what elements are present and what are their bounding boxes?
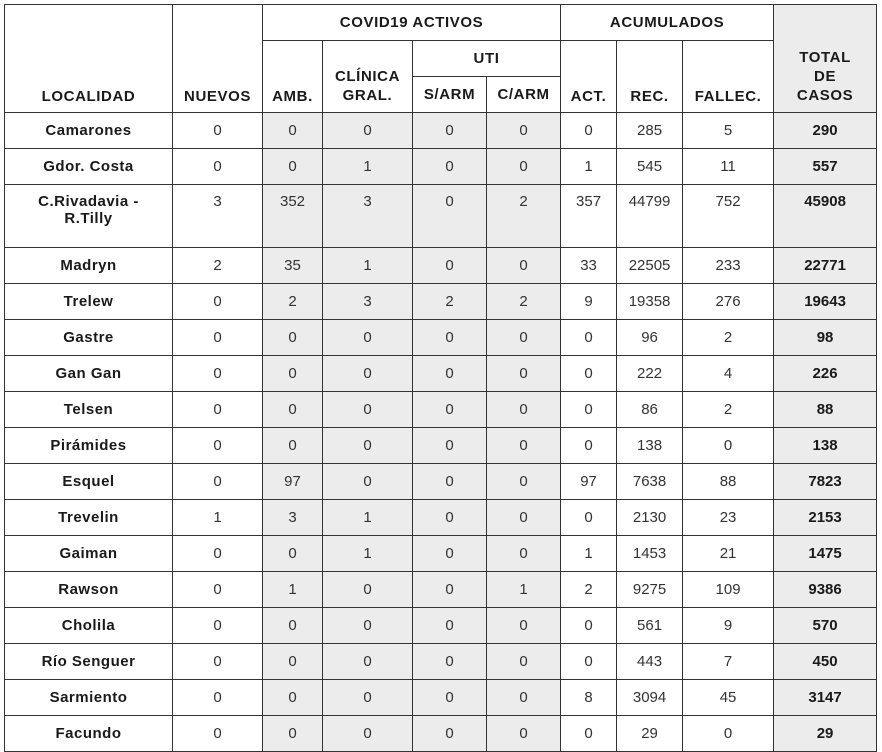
cell-amb: 352 [263, 185, 323, 248]
cell-total: 7823 [774, 464, 877, 500]
cell-act: 2 [561, 572, 617, 608]
header-clinica-line1: CLÍNICA [334, 68, 401, 85]
cell-sarm: 0 [413, 392, 487, 428]
cell-carm: 0 [487, 680, 561, 716]
cell-carm: 2 [487, 284, 561, 320]
cell-sarm: 0 [413, 113, 487, 149]
cell-fallec: 88 [683, 464, 774, 500]
cell-act: 0 [561, 644, 617, 680]
cell-clinica: 0 [323, 320, 413, 356]
cell-rec: 86 [617, 392, 683, 428]
cell-sarm: 0 [413, 500, 487, 536]
cell-clinica: 1 [323, 149, 413, 185]
cell-act: 357 [561, 185, 617, 248]
header-act: ACT. [561, 41, 617, 113]
cell-amb: 0 [263, 608, 323, 644]
cell-nuevos: 0 [173, 572, 263, 608]
table-row [5, 356, 877, 392]
header-total-line3: CASOS [796, 87, 854, 104]
cell-total: 226 [774, 356, 877, 392]
cell-total: 45908 [774, 185, 877, 248]
cell-fallec: 11 [683, 149, 774, 185]
cell-nuevos: 0 [173, 284, 263, 320]
cell-fallec: 5 [683, 113, 774, 149]
header-carm: C/ARM [487, 77, 561, 113]
table-row [5, 113, 877, 149]
cell-act: 1 [561, 536, 617, 572]
cell-total: 22771 [774, 248, 877, 284]
cell-act: 0 [561, 428, 617, 464]
cell-act: 97 [561, 464, 617, 500]
header-uti: UTI [413, 41, 561, 77]
cell-amb: 0 [263, 320, 323, 356]
cell-rec: 2130 [617, 500, 683, 536]
cell-act: 0 [561, 113, 617, 149]
cell-localidad: Facundo [5, 716, 173, 752]
cell-clinica: 0 [323, 464, 413, 500]
cell-carm: 0 [487, 608, 561, 644]
cell-sarm: 0 [413, 572, 487, 608]
cell-sarm: 0 [413, 680, 487, 716]
cell-amb: 3 [263, 500, 323, 536]
header-covid-activos: COVID19 ACTIVOS [263, 5, 561, 41]
cell-nuevos: 0 [173, 392, 263, 428]
cell-fallec: 23 [683, 500, 774, 536]
cell-sarm: 0 [413, 644, 487, 680]
cell-sarm: 0 [413, 608, 487, 644]
header-acumulados: ACUMULADOS [561, 5, 774, 41]
cell-carm: 0 [487, 428, 561, 464]
cell-fallec: 0 [683, 716, 774, 752]
cell-act: 0 [561, 716, 617, 752]
cell-total: 557 [774, 149, 877, 185]
cell-amb: 0 [263, 644, 323, 680]
cell-total: 98 [774, 320, 877, 356]
table-row [5, 428, 877, 464]
header-rec: REC. [617, 41, 683, 113]
cell-carm: 0 [487, 392, 561, 428]
table-row [5, 716, 877, 752]
table-row [5, 536, 877, 572]
table-row [5, 608, 877, 644]
table-row [5, 572, 877, 608]
cell-clinica: 0 [323, 356, 413, 392]
header-fallec: FALLEC. [683, 41, 774, 113]
cell-localidad: Trelew [5, 284, 173, 320]
cell-act: 1 [561, 149, 617, 185]
table-row [5, 680, 877, 716]
cell-act: 0 [561, 392, 617, 428]
cell-amb: 0 [263, 149, 323, 185]
cell-clinica: 0 [323, 608, 413, 644]
cell-clinica: 0 [323, 572, 413, 608]
cell-carm: 0 [487, 536, 561, 572]
cell-clinica: 0 [323, 716, 413, 752]
cell-carm: 0 [487, 149, 561, 185]
cell-fallec: 2 [683, 392, 774, 428]
cell-amb: 0 [263, 392, 323, 428]
cell-clinica: 1 [323, 500, 413, 536]
cell-carm: 0 [487, 356, 561, 392]
cell-total: 138 [774, 428, 877, 464]
header-clinica [323, 41, 413, 113]
cell-amb: 0 [263, 716, 323, 752]
cell-clinica: 0 [323, 644, 413, 680]
cell-sarm: 0 [413, 356, 487, 392]
cell-localidad: Gaiman [5, 536, 173, 572]
cell-act: 0 [561, 608, 617, 644]
cell-localidad: Cholila [5, 608, 173, 644]
cell-amb: 0 [263, 113, 323, 149]
cell-total: 88 [774, 392, 877, 428]
cell-clinica: 1 [323, 536, 413, 572]
cell-localidad: Gan Gan [5, 356, 173, 392]
cell-sarm: 0 [413, 248, 487, 284]
header-sarm: S/ARM [413, 77, 487, 113]
cell-nuevos: 1 [173, 500, 263, 536]
cell-localidad-line2: R.Tilly [64, 210, 113, 227]
cell-fallec: 276 [683, 284, 774, 320]
cell-localidad: Camarones [5, 113, 173, 149]
table-row [5, 149, 877, 185]
cell-sarm: 2 [413, 284, 487, 320]
cell-localidad: Esquel [5, 464, 173, 500]
cell-rec: 545 [617, 149, 683, 185]
cell-rec: 1453 [617, 536, 683, 572]
cell-sarm: 0 [413, 185, 487, 248]
cell-sarm: 0 [413, 428, 487, 464]
cell-act: 9 [561, 284, 617, 320]
cell-clinica: 0 [323, 392, 413, 428]
cell-rec: 443 [617, 644, 683, 680]
table-row [5, 644, 877, 680]
header-total-line1: TOTAL [799, 49, 851, 66]
header-clinica-line2: GRAL. [342, 87, 393, 104]
cell-total: 9386 [774, 572, 877, 608]
cell-sarm: 0 [413, 536, 487, 572]
cell-total: 1475 [774, 536, 877, 572]
cell-rec: 19358 [617, 284, 683, 320]
header-amb: AMB. [263, 41, 323, 113]
header-total-casos [774, 5, 877, 113]
cell-nuevos: 0 [173, 464, 263, 500]
header-nuevos: NUEVOS [173, 5, 263, 113]
cell-carm: 0 [487, 248, 561, 284]
cell-nuevos: 2 [173, 248, 263, 284]
cell-total: 3147 [774, 680, 877, 716]
cell-total: 29 [774, 716, 877, 752]
cell-localidad: Rawson [5, 572, 173, 608]
cell-localidad: Pirámides [5, 428, 173, 464]
cell-fallec: 752 [683, 185, 774, 248]
table-row [5, 464, 877, 500]
cell-act: 8 [561, 680, 617, 716]
cell-fallec: 4 [683, 356, 774, 392]
cell-amb: 97 [263, 464, 323, 500]
cell-amb: 0 [263, 428, 323, 464]
table-row [5, 320, 877, 356]
cell-nuevos: 0 [173, 428, 263, 464]
cell-clinica: 0 [323, 113, 413, 149]
cell-rec: 138 [617, 428, 683, 464]
cell-rec: 561 [617, 608, 683, 644]
cell-carm: 2 [487, 185, 561, 248]
cell-nuevos: 0 [173, 149, 263, 185]
cell-sarm: 0 [413, 464, 487, 500]
table-row [5, 248, 877, 284]
cell-total: 19643 [774, 284, 877, 320]
cell-fallec: 2 [683, 320, 774, 356]
cell-carm: 0 [487, 320, 561, 356]
cell-rec: 3094 [617, 680, 683, 716]
cell-rec: 222 [617, 356, 683, 392]
cell-carm: 0 [487, 500, 561, 536]
cell-amb: 0 [263, 680, 323, 716]
cell-nuevos: 0 [173, 644, 263, 680]
cell-amb: 2 [263, 284, 323, 320]
cell-fallec: 7 [683, 644, 774, 680]
cell-nuevos: 0 [173, 320, 263, 356]
table-row [5, 500, 877, 536]
cell-carm: 0 [487, 644, 561, 680]
cell-rec: 7638 [617, 464, 683, 500]
cell-fallec: 21 [683, 536, 774, 572]
header-total-line2: DE [814, 68, 837, 85]
table-row [5, 284, 877, 320]
cell-fallec: 109 [683, 572, 774, 608]
cell-nuevos: 3 [173, 185, 263, 248]
cell-nuevos: 0 [173, 608, 263, 644]
cell-nuevos: 0 [173, 536, 263, 572]
cell-clinica: 0 [323, 428, 413, 464]
cell-sarm: 0 [413, 149, 487, 185]
cell-rec: 96 [617, 320, 683, 356]
cell-amb: 0 [263, 536, 323, 572]
cell-clinica: 3 [323, 284, 413, 320]
cell-act: 0 [561, 320, 617, 356]
cell-nuevos: 0 [173, 113, 263, 149]
cell-total: 570 [774, 608, 877, 644]
cell-nuevos: 0 [173, 680, 263, 716]
cell-localidad: Telsen [5, 392, 173, 428]
header-localidad: LOCALIDAD [5, 5, 173, 113]
cell-fallec: 45 [683, 680, 774, 716]
cell-amb: 35 [263, 248, 323, 284]
cell-act: 0 [561, 356, 617, 392]
cell-carm: 0 [487, 113, 561, 149]
cell-carm: 0 [487, 716, 561, 752]
table-row [5, 185, 877, 248]
cell-rec: 29 [617, 716, 683, 752]
cell-carm: 0 [487, 464, 561, 500]
cell-rec: 285 [617, 113, 683, 149]
cell-sarm: 0 [413, 716, 487, 752]
cell-fallec: 9 [683, 608, 774, 644]
cell-sarm: 0 [413, 320, 487, 356]
cell-carm: 1 [487, 572, 561, 608]
cell-localidad: Trevelin [5, 500, 173, 536]
table-row [5, 392, 877, 428]
covid-cases-table [4, 4, 877, 752]
cell-localidad-line1: C.Rivadavia - [38, 193, 139, 210]
cell-rec: 9275 [617, 572, 683, 608]
cell-rec: 22505 [617, 248, 683, 284]
cell-localidad: Gastre [5, 320, 173, 356]
cell-total: 290 [774, 113, 877, 149]
cell-act: 0 [561, 500, 617, 536]
cell-localidad [5, 185, 173, 248]
cell-act: 33 [561, 248, 617, 284]
cell-total: 450 [774, 644, 877, 680]
cell-clinica: 3 [323, 185, 413, 248]
cell-localidad: Gdor. Costa [5, 149, 173, 185]
cell-fallec: 233 [683, 248, 774, 284]
cell-total: 2153 [774, 500, 877, 536]
cell-fallec: 0 [683, 428, 774, 464]
cell-amb: 0 [263, 356, 323, 392]
cell-clinica: 1 [323, 248, 413, 284]
cell-rec: 44799 [617, 185, 683, 248]
cell-amb: 1 [263, 572, 323, 608]
cell-localidad: Madryn [5, 248, 173, 284]
cell-nuevos: 0 [173, 356, 263, 392]
cell-localidad: Río Senguer [5, 644, 173, 680]
cell-localidad: Sarmiento [5, 680, 173, 716]
cell-clinica: 0 [323, 680, 413, 716]
cell-nuevos: 0 [173, 716, 263, 752]
